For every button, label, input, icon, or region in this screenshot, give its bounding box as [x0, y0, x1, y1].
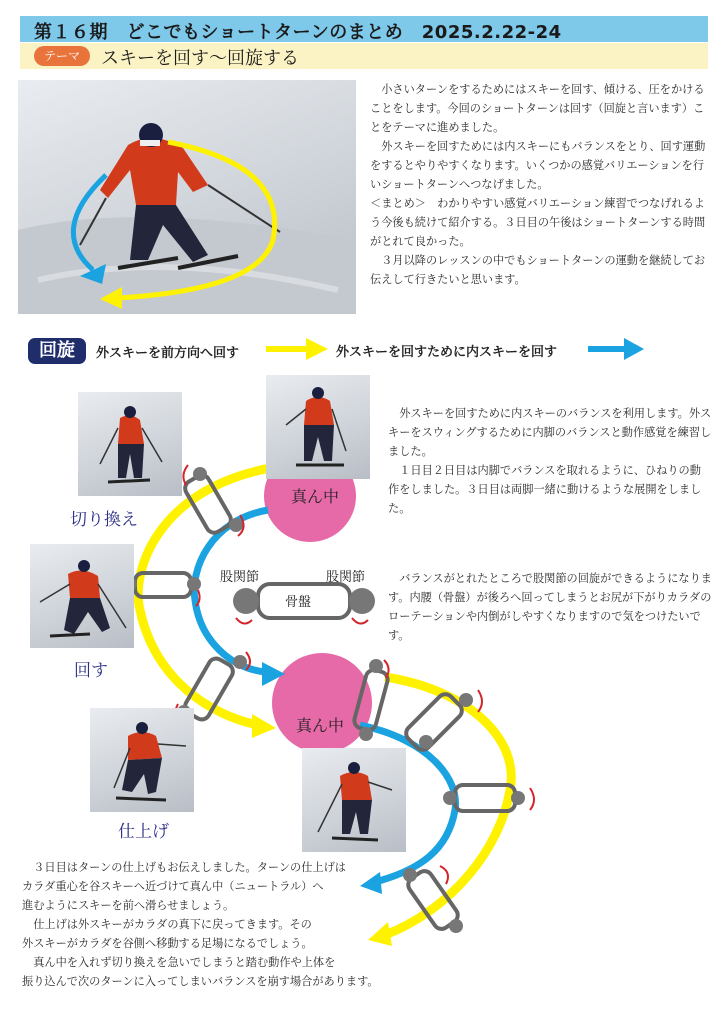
skier-figure: [302, 748, 406, 852]
pelvis-label: 骨盤: [285, 595, 312, 610]
photo-shiage: [90, 708, 194, 812]
yellow-arrow-icon: [266, 336, 330, 362]
bottom-line: 進むようにスキーを前へ滑らせましょう。: [22, 899, 235, 912]
photo-bottom-center: [302, 748, 406, 852]
skier-figure: [78, 392, 182, 496]
page-subtitle: スキーを回す〜回旋する: [101, 48, 299, 69]
photo-kirikae: [78, 392, 182, 496]
intro-para: 小さいターンをするためにはスキーを回す、傾ける、圧をかけることをします。今回のショートターンは回す（回旋と言います）ことをテーマに進めました。: [370, 83, 705, 134]
intro-text: [370, 80, 710, 289]
center-label-bottom: 真ん中: [296, 716, 345, 735]
hip-joint-right-label: 股関節: [326, 570, 366, 585]
explanation-text-1: [388, 404, 712, 518]
main-photo-illustration: [18, 80, 356, 314]
outer-ski-label: 外スキーを前方向へ回す: [96, 346, 240, 361]
mawasu-label: 回す: [74, 661, 108, 681]
bottom-line: カラダ重心を谷スキーへ近づけて真ん中（ニュートラル）へ: [22, 880, 324, 893]
bottom-line: 外スキーがカラダを谷側へ移動する足場になるでしょう。: [22, 937, 313, 950]
intro-para: ３月以降のレッスンの中でもショートターンの運動を継続してお伝えして行きたいと思います。: [370, 254, 706, 286]
skier-figure: [30, 544, 134, 648]
bottom-line: 真ん中を入れず切り換えを急いでしまうと踏む動作や上体を: [33, 956, 336, 969]
kirikae-label: 切り換え: [70, 510, 138, 530]
intro-para: ＜まとめ＞ わかりやすい感覚バリエーション練習でつなげれるよう今後も続けて紹介する。３日目の午後はショートターンする時間がとれて良かった。: [370, 197, 706, 248]
photo-top-center: [266, 375, 370, 479]
theme-badge: テーマ: [34, 46, 90, 66]
shiage-label: 仕上げ: [118, 822, 169, 842]
center-label-top: 真ん中: [291, 487, 340, 506]
explanation-para: 外スキーを回すために内スキーのバランスを利用します。外スキーをスウィングするために内脚のバランスと動作感覚を練習しました。: [388, 407, 712, 458]
skier-figure: [90, 708, 194, 812]
bottom-line: ３日目はターンの仕上げもお伝えしました。ターンの仕上げは: [33, 861, 346, 874]
photo-mawasu: [30, 544, 134, 648]
inner-ski-label: 外スキーを回すために内スキーを回す: [336, 345, 558, 360]
explanation-para: バランスがとれたところで股関節の回旋ができるようになります。内腰（骨盤）が後ろへ回ってしまうとお尻が下がりカラダのローテーションや内倒がしやすくなりますので気をつけたいです。: [388, 572, 712, 642]
kaiten-badge: 回旋: [28, 338, 86, 364]
explanation-para: １日目２日目は内脚でバランスを取れるように、ひねりの動作をしました。３日目は両脚一緒に動けるような展開をしました。: [388, 464, 702, 515]
main-skier-photo: [18, 80, 356, 314]
bottom-line: 仕上げは外スキーがカラダの真下に戻ってきます。その: [33, 918, 312, 931]
bottom-text: [22, 858, 422, 991]
skier-figure: [266, 375, 370, 479]
explanation-text-2: [388, 569, 712, 645]
hip-joint-left-label: 股関節: [220, 570, 260, 585]
blue-arrow-icon: [588, 336, 646, 362]
bottom-line: 振り込んで次のターンに入ってしまいバランスを崩す場合があります。: [22, 975, 379, 988]
intro-para: 外スキーを回すためには内スキーにもバランスをとり、回す運動をするとやりやすくなります。いくつかの感覚バリエーションを行いショートターンへつなげました。: [370, 140, 706, 191]
page-title: 第１６期 どこでもショートターンのまとめ 2025.2.22-24: [34, 22, 562, 43]
